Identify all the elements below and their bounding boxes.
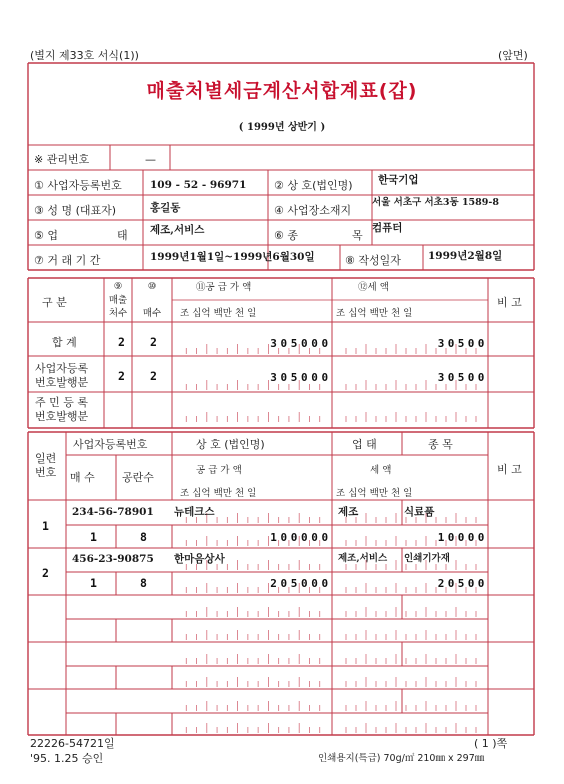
entry-2-supply-digit: 5 <box>290 577 298 590</box>
summary-biz-count: 2 <box>118 369 125 383</box>
entry-1-type: 제조 <box>338 506 359 518</box>
entry-2-supply-digit: 0 <box>301 577 308 590</box>
address-label: ④ 사업장소재지 <box>274 204 352 217</box>
tax-header: ⑫세 액 <box>358 282 389 293</box>
summary-biz-supply-digit: 0 <box>280 371 288 384</box>
summary-total-supply-digit: 0 <box>311 337 318 350</box>
entry-2-tax-digit: 0 <box>467 577 475 590</box>
entry-1-supply-digit: 1 <box>270 531 277 544</box>
page-number: ( 1 )쪽 <box>474 737 508 750</box>
summary-total-supply-digit: 0 <box>301 337 308 350</box>
entry-2-supply-digit: 0 <box>280 577 288 590</box>
summary-biz-tax-digit: 5 <box>457 371 465 384</box>
type-label: ⑤ 업 <box>34 229 58 242</box>
detail-tax-header: 세 액 <box>370 465 392 476</box>
supply-units: 조 십억 백만 천 일 <box>180 308 257 319</box>
entry-1-biz-no: 234-56-78901 <box>72 506 154 518</box>
entry-2-serial: 2 <box>42 566 49 580</box>
period-label: ⑦ 거 래 기 간 <box>34 254 101 267</box>
type-label-b: 태 <box>117 229 128 242</box>
entry-2-company: 한마음상사 <box>174 553 225 565</box>
entry-1-tax-digit: 0 <box>457 531 465 544</box>
entry-1-company: 뉴테크스 <box>174 506 215 518</box>
item-value: 컴퓨터 <box>372 222 403 234</box>
paper-spec: 인쇄용지(특급) 70g/㎡ 210㎜ x 297㎜ <box>318 753 485 764</box>
summary-total-supply-digit: 3 <box>270 337 277 350</box>
company-value: 한국기업 <box>378 174 419 186</box>
h9-number: ⑨ <box>113 281 123 292</box>
h10-label: 매수 <box>142 308 162 319</box>
summary-total-tax-digit: 5 <box>457 337 465 350</box>
summary-total-supply-digit: 0 <box>280 337 288 350</box>
entry-2-supply-digit: 0 <box>311 577 318 590</box>
supply-header: ⑪공 급 가 액 <box>196 282 252 293</box>
biz-no-label: ① 사업자등록번호 <box>34 179 122 192</box>
entry-1-supply-digit: 0 <box>301 531 308 544</box>
summary-total-tax-digit: 0 <box>467 337 475 350</box>
serial-header-b: 번호 <box>35 466 57 479</box>
company-label: ② 상 호(법인명) <box>274 179 353 192</box>
detail-supply-units: 조 십억 백만 천 일 <box>180 488 257 499</box>
summary-total-count: 2 <box>118 335 125 349</box>
summary-total-tax-digit: 0 <box>477 337 485 350</box>
period-value: 1999년1월1일~1999년6월30일 <box>150 251 315 263</box>
type-value: 제조,서비스 <box>150 224 205 236</box>
summary-biz-tax-digit: 3 <box>437 371 445 384</box>
summary-total-sheets: 2 <box>150 335 157 349</box>
blank-header: 공란수 <box>122 471 154 484</box>
item-label-b: 목 <box>352 229 363 242</box>
date-value: 1999년2월8일 <box>428 250 503 262</box>
summary-biz-supply-digit: 0 <box>301 371 308 384</box>
summary-biz-supply-digit: 3 <box>270 371 277 384</box>
entry-2-sheets: 1 <box>90 576 97 590</box>
summary-biz-tax-digit: 0 <box>477 371 485 384</box>
entry-2-type: 제조,서비스 <box>338 553 388 564</box>
name-label: ③ 성 명 (대표자) <box>34 204 117 217</box>
entry-1-blank: 8 <box>140 530 147 544</box>
mgmt-value: — <box>145 153 156 166</box>
h9-label-b: 처수 <box>108 308 128 319</box>
summary-biz-sheets: 2 <box>150 369 157 383</box>
entry-1-tax-digit: 0 <box>447 531 455 544</box>
name-value: 홍길동 <box>150 202 181 214</box>
summary-biz-tax-digit: 0 <box>467 371 475 384</box>
summary-biz-supply-digit: 0 <box>321 371 329 384</box>
entry-1-supply-digit: 0 <box>321 531 329 544</box>
entry-2-tax-digit: 0 <box>477 577 485 590</box>
approval-date: '95. 1.25 승인 <box>30 752 104 765</box>
item-label: ⑥ 종 <box>274 229 298 242</box>
entry-1-supply-digit: 0 <box>280 531 288 544</box>
detail-supply-header: 공 급 가 액 <box>196 465 242 476</box>
summary-total-tax-digit: 3 <box>437 337 445 350</box>
serial-header-a: 일련 <box>35 452 57 465</box>
entry-2-tax-digit: 2 <box>437 577 445 590</box>
page-side: (앞면) <box>498 49 528 62</box>
date-label: ⑧ 작성일자 <box>345 254 401 267</box>
summary-biz-supply-digit: 0 <box>311 371 318 384</box>
entry-1-serial: 1 <box>42 519 49 533</box>
detail-tax-units: 조 십억 백만 천 일 <box>336 488 413 499</box>
type-header: 업 태 <box>352 438 377 451</box>
company-header: 상 호 (법인명) <box>196 438 265 451</box>
h10-number: ⑩ <box>147 281 157 292</box>
summary-row-res-label-a: 주 민 등 록 <box>35 396 88 409</box>
summary-total-supply-digit: 5 <box>290 337 298 350</box>
summary-total-tax-digit: 0 <box>447 337 455 350</box>
entry-2-tax-digit: 0 <box>447 577 455 590</box>
entry-1-tax-digit: 1 <box>437 531 445 544</box>
summary-row-biz-label-a: 사업자등록 <box>35 362 89 375</box>
summary-total-supply-digit: 0 <box>321 337 329 350</box>
summary-row-total-label: 합 계 <box>52 336 77 349</box>
sheets-header: 매 수 <box>70 471 95 484</box>
entry-1-tax-digit: 0 <box>477 531 485 544</box>
biz-no-value: 109 - 52 - 96971 <box>150 179 247 191</box>
address-value: 서울 서초구 서초3동 1589-8 <box>372 197 499 208</box>
summary-row-res-label-b: 번호발행분 <box>35 410 89 423</box>
summary-row-biz-label-b: 번호발행분 <box>35 376 89 389</box>
period-heading: ( 1999년 상반기 ) <box>238 122 326 133</box>
entry-1-sheets: 1 <box>90 530 97 544</box>
entry-1-tax-digit: 0 <box>467 531 475 544</box>
note-header: 비 고 <box>497 296 522 309</box>
entry-2-tax-digit: 5 <box>457 577 465 590</box>
entry-2-blank: 8 <box>140 576 147 590</box>
entry-2-item: 인쇄기가재 <box>404 553 450 564</box>
item-header: 종 목 <box>428 438 453 451</box>
entry-2-biz-no: 456-23-90875 <box>72 553 154 565</box>
summary-biz-supply-digit: 5 <box>290 371 298 384</box>
form-number: (별지 제33호 서식(1)) <box>30 49 139 62</box>
entry-1-supply-digit: 0 <box>311 531 318 544</box>
biz-no-header: 사업자등록번호 <box>73 438 148 451</box>
entry-1-item: 식료품 <box>404 506 435 518</box>
entry-2-supply-digit: 0 <box>321 577 329 590</box>
h9-label-a: 매출 <box>108 295 128 306</box>
form-code: 22226-54721일 <box>30 737 115 750</box>
entry-1-supply-digit: 0 <box>290 531 298 544</box>
division-header: 구 분 <box>42 296 67 309</box>
mgmt-label: ※ 관리번호 <box>34 153 90 166</box>
tax-units: 조 십억 백만 천 일 <box>336 308 413 319</box>
form-title: 매출처별세금계산서합계표(갑) <box>146 80 418 102</box>
detail-note-header: 비 고 <box>497 463 522 476</box>
entry-2-supply-digit: 2 <box>270 577 277 590</box>
summary-biz-tax-digit: 0 <box>447 371 455 384</box>
